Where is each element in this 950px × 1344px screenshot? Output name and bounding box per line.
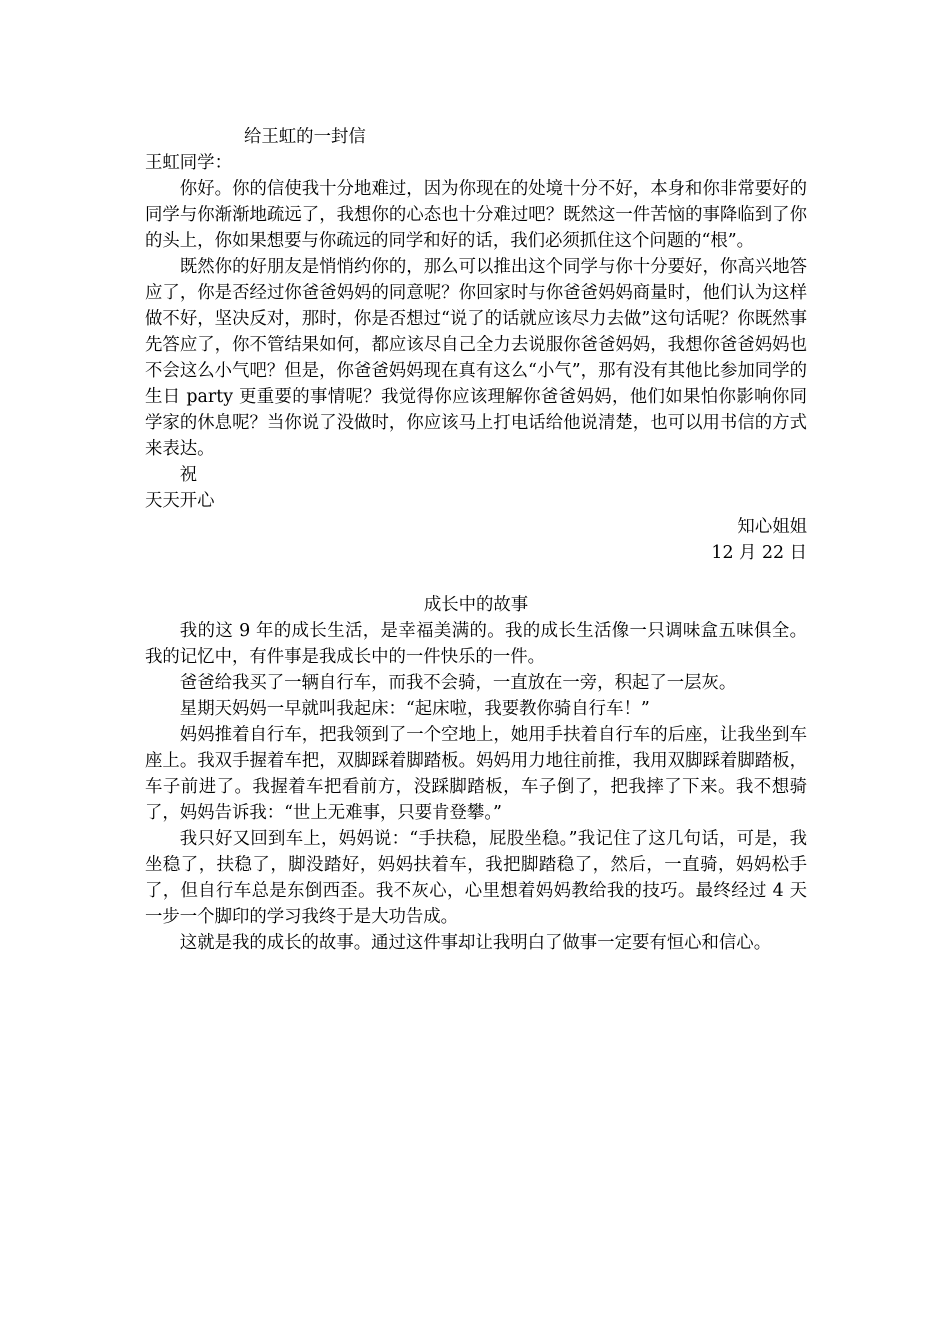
story-title: 成长中的故事: [423, 595, 529, 615]
letter-salutation: 王虹同学：: [145, 153, 232, 173]
story-paragraph: 我只好又回到车上，妈妈说：“手扶稳，屁股坐稳。”我记住了这几句话，可是，我坐稳了，扶稳了，脚没踏好，妈妈扶着车，我把脚踏稳了，然后，一直骑，妈妈松手了，但自行车总是东倒西歪。我不灰心，心里想着妈妈教给我的技巧。最终经过 4 天一步一个脚印的学习我终于是大功告成。: [145, 829, 807, 927]
letter-title: 给王虹的一封信: [244, 127, 366, 147]
story-paragraph: 爸爸给我买了一辆自行车，而我不会骑，一直放在一旁，积起了一层灰。: [179, 673, 737, 693]
story-paragraph: 妈妈推着自行车，把我领到了一个空地上，她用手扶着自行车的后座，让我坐到车座上。我双手握着车把，双脚踩着脚踏板。妈妈用力地往前推，我用双脚踩着脚踏板，车子前进了。我握着车把看前方，没踩脚踏板，车子倒了，把我摔了下来。我不想骑了，妈妈告诉我：“世上无难事，只要肯登攀。”: [145, 725, 807, 823]
story-paragraph: 这就是我的成长的故事。通过这件事却让我明白了做事一定要有恒心和信心。: [179, 933, 772, 953]
section-spacer: [145, 566, 807, 592]
letter-signature: 知心姐姐: [737, 517, 807, 537]
letter-paragraph: 你好。你的信使我十分地难过，因为你现在的处境十分不好，本身和你非常要好的同学与你渐渐地疏远了，我想你的心态也十分难过吧？既然这一件苦恼的事降临到了你的头上，你如果想要与你疏远的同学和好的话，我们必须抓住这个问题的“根”。: [145, 179, 807, 251]
letter-closing-blessing: 天天开心: [145, 491, 215, 511]
story-paragraph: 我的这 9 年的成长生活，是幸福美满的。我的成长生活像一只调味盒五味俱全。我的记忆中，有件事是我成长中的一件快乐的一件。: [145, 621, 807, 667]
document-body: [145, 124, 807, 956]
letter-date: 12 月 22 日: [711, 543, 807, 563]
letter-paragraph: 既然你的好朋友是悄悄约你的，那么可以推出这个同学与你十分要好，你高兴地答应了，你是否经过你爸爸妈妈的同意呢？你回家时与你爸爸妈妈商量时，他们认为这样做不好，坚决反对，那时，你是否想过“说了的话就应该尽力去做”这句话呢？你既然事先答应了，你不管结果如何，都应该尽自己全力去说服你爸爸妈妈，我想你爸爸妈妈也不会这么小气吧？但是，你爸爸妈妈现在真有这么“小气”，那有没有其他比参加同学的生日 party 更重要的事情呢？我觉得你应该理解你爸爸妈妈，他们如果怕你影响你同学家的休息呢？当你说了没做时，你应该马上打电话给他说清楚，也可以用书信的方式来表达。: [145, 257, 807, 459]
story-paragraph: 星期天妈妈一早就叫我起床：“起床啦，我要教你骑自行车！”: [179, 699, 650, 719]
letter-closing-wish: 祝: [179, 465, 198, 485]
